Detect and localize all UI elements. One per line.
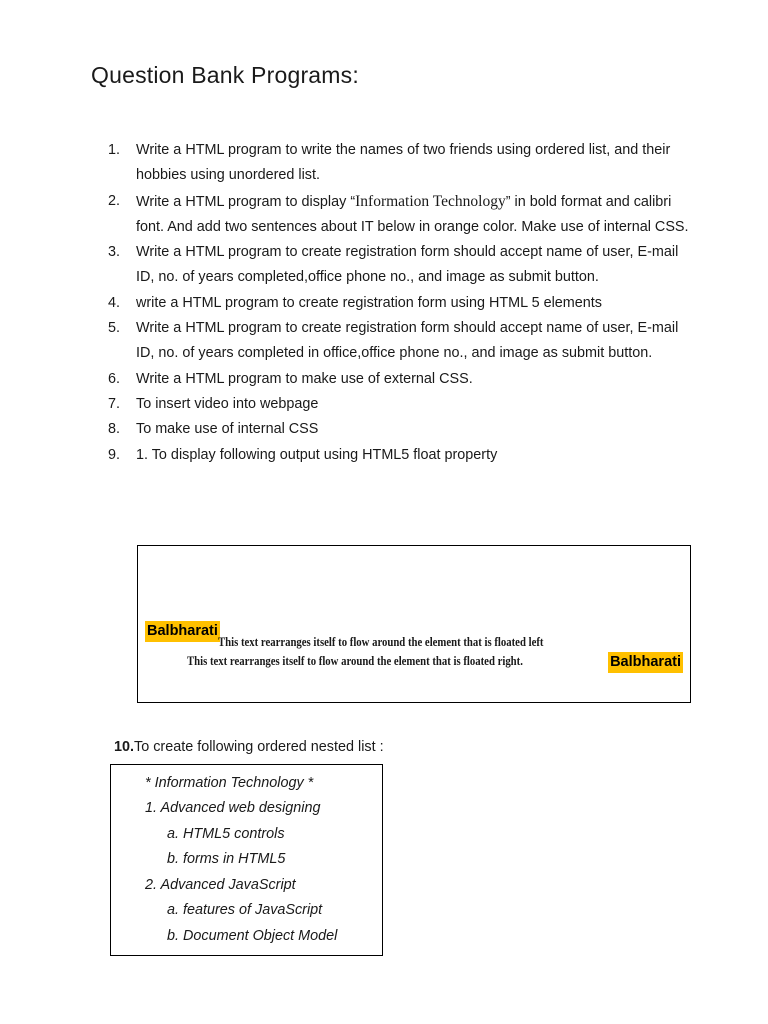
information-technology-term: Information Technology [355,192,506,210]
question-item-4 [108,291,698,316]
nested-list-line: 1. Advanced web designing [145,800,321,816]
question-text: Write a HTML program to make use of external CSS. [136,370,473,387]
page-title: Question Bank Programs: [91,62,359,88]
question-number: 10. [114,739,135,755]
question-text: Write a HTML program to create registration form should accept name of user, E-mail ID, no. of years completed in office,office phone no., and image as submit button. [136,320,679,362]
question-item-1 [108,138,698,189]
question-item-7 [108,392,698,417]
float-output-example [137,545,691,703]
float-left-text: This text rearranges itself to flow around the element that is floated left [218,635,544,649]
nested-list-line: b. Document Object Model [167,928,338,944]
question-text: To make use of internal CSS [136,421,319,438]
nested-list-line: a. HTML5 controls [167,826,285,842]
question-text-before: Write a HTML program to display “ [136,193,356,210]
question-item-10 [114,737,384,757]
question-item-2 [108,189,698,241]
question-number: 5. [108,320,121,337]
question-number: 2. [108,192,121,209]
question-text: Write a HTML program to create registration form should accept name of user, E-mail ID, no. of years completed,office phone no., and image as submit button. [136,244,679,286]
nested-list-line: a. features of JavaScript [167,902,323,918]
question-text: To insert video into webpage [136,395,319,412]
balbharati-badge-left: Balbharati [145,621,220,642]
question-text-after: ” in bold format and calibri font. And add two sentences about IT below in orange color. Make use of internal CSS. [136,193,689,235]
question-text: 1. To display following output using HTML5 float property [136,446,498,463]
question-number: 7. [108,395,121,412]
question-item-3 [108,240,698,291]
question-list [108,138,698,468]
question-number: 3. [108,244,121,261]
question-number: 4. [108,294,121,311]
question-item-9 [108,443,698,468]
nested-list-example [110,764,383,956]
question-number: 6. [108,370,121,387]
question-item-8 [108,417,698,442]
question-number: 9. [108,446,121,463]
question-number: 8. [108,421,121,438]
nested-list-line: 2. Advanced JavaScript [145,877,296,893]
nested-list-line: * Information Technology * [145,775,314,791]
balbharati-badge-right: Balbharati [608,652,683,673]
question-item-5 [108,316,698,367]
float-right-text: This text rearranges itself to flow around the element that is floated right. [187,654,523,668]
question-text: Write a HTML program to write the names of two friends using ordered list, and their hobbies using unordered list. [136,142,671,184]
question-text: To create following ordered nested list : [134,739,384,755]
nested-list-line: b. forms in HTML5 [167,851,286,867]
question-number: 1. [108,142,121,158]
question-text: write a HTML program to create registration form using HTML 5 elements [136,294,602,311]
question-item-6 [108,367,698,392]
